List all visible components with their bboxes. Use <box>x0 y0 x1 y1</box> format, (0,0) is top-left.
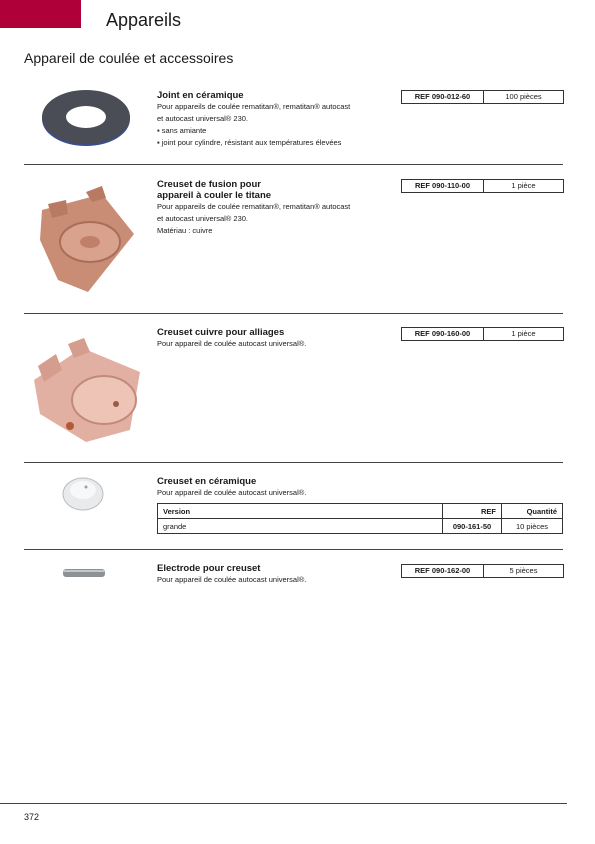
footer-divider <box>0 803 567 804</box>
table-cell: 090-161-50 <box>443 519 502 534</box>
ref-box <box>401 179 564 193</box>
product-name: Creuset de fusion pour appareil à couler le titane <box>157 179 272 201</box>
table-header-cell: Quantité <box>502 504 563 519</box>
version-table <box>157 503 563 534</box>
table-cell: 10 pièces <box>502 519 563 534</box>
product-description: Pour appareils de coulée rematitan®, rematitan® autocast et autocast universal® 230. ▪ sans amiante ▪ joint pour cylindre, résistant aux températures élevées <box>157 102 351 147</box>
electrode-image <box>62 567 108 579</box>
ref-quantity: 100 pièces <box>505 92 542 101</box>
ceramic-crucible-image <box>60 474 106 514</box>
table-header-cell: REF <box>443 504 502 519</box>
ref-number: REF 090-162-00 <box>402 565 484 577</box>
product-titanium-crucible <box>157 179 392 237</box>
copper-alloy-crucible-image <box>22 330 146 444</box>
product-name: Creuset cuivre pour alliages <box>157 327 285 338</box>
ref-quantity: 1 pièce <box>511 181 536 190</box>
product-name: Joint en céramique <box>157 90 244 101</box>
ref-number: REF 090-160-00 <box>402 328 484 340</box>
ref-quantity: 1 pièce <box>511 329 536 338</box>
ceramic-gasket-image <box>40 86 132 148</box>
table-cell: grande <box>158 519 443 534</box>
ref-box <box>401 327 564 341</box>
product-description: Pour appareil de coulée autocast universal®. <box>157 339 307 348</box>
product-description: Pour appareil de coulée autocast universal®. <box>157 575 307 584</box>
ref-quantity: 5 pièces <box>509 566 538 575</box>
product-ceramic-gasket <box>157 90 392 149</box>
table-row <box>158 519 563 534</box>
product-name: Electrode pour creuset <box>157 563 261 574</box>
product-description: Pour appareils de coulée rematitan®, rematitan® autocast et autocast universal® 230. Matériau : cuivre <box>157 202 351 235</box>
chapter-tab <box>0 0 81 28</box>
divider <box>24 313 563 314</box>
ref-box <box>401 564 564 578</box>
product-name: Creuset en céramique <box>157 476 257 487</box>
product-alloy-crucible <box>157 327 392 350</box>
product-description: Pour appareil de coulée autocast universal®. <box>157 488 307 497</box>
table-header-cell: Version <box>158 504 443 519</box>
divider <box>24 549 563 550</box>
product-ceramic-crucible <box>157 476 392 499</box>
ref-box <box>401 90 564 104</box>
page-title: Appareils <box>106 10 182 30</box>
ref-number: REF 090-110-00 <box>402 180 484 192</box>
table-header-row <box>158 504 563 519</box>
product-electrode <box>157 563 392 586</box>
divider <box>24 462 563 463</box>
copper-crucible-image <box>22 180 144 294</box>
divider <box>24 164 563 165</box>
page-number: 372 <box>24 812 40 822</box>
section-title: Appareil de coulée et accessoires <box>24 50 234 66</box>
ref-number: REF 090-012-60 <box>402 91 484 103</box>
